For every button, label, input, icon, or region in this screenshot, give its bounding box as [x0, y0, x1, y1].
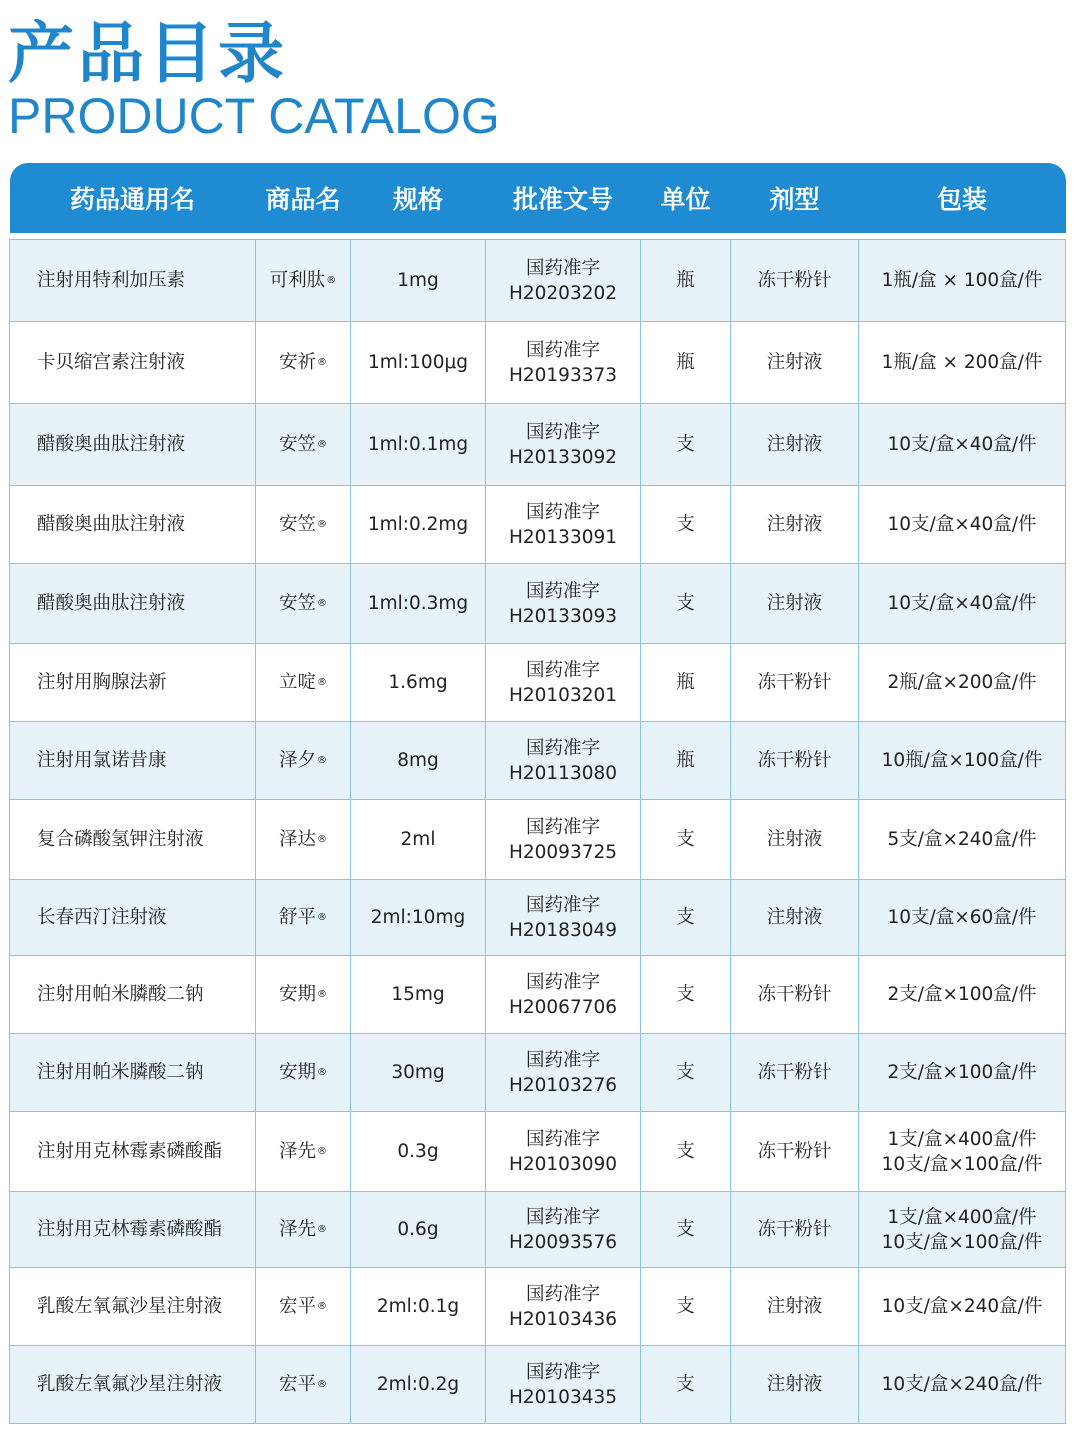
cell-dosage-form: 注射液 [731, 800, 859, 880]
brand-name-text: 安祈 [278, 352, 316, 373]
cell-generic-name: 注射用帕米膦酸二钠 [10, 956, 256, 1034]
brand-name-text: 舒平 [278, 907, 316, 928]
catalog-table-container [9, 163, 1065, 1424]
column-header-spec: 规格 [351, 163, 486, 233]
approval-prefix: 国药准字 [525, 580, 600, 602]
registered-mark: ® [317, 1379, 327, 1390]
registered-mark: ® [317, 439, 327, 450]
table-row [10, 1346, 1066, 1424]
approval-code: H20103201 [508, 684, 618, 706]
approval-code: H20203202 [508, 282, 618, 304]
brand-name-text: 泽先 [278, 1141, 316, 1162]
cell-spec: 1ml:0.1mg [351, 404, 486, 486]
approval-code: H20103090 [508, 1153, 618, 1175]
approval-prefix: 国药准字 [525, 659, 600, 681]
cell-brand-name [256, 404, 351, 486]
cell-spec: 0.6g [351, 1192, 486, 1268]
cell-dosage-form: 冻干粉针 [731, 1034, 859, 1112]
table-row [10, 644, 1066, 722]
registered-mark: ® [317, 1146, 327, 1157]
table-row [10, 1192, 1066, 1268]
cell-spec: 1.6mg [351, 644, 486, 722]
cell-packaging [859, 564, 1066, 644]
approval-code: H20193373 [508, 364, 618, 386]
approval-code: H20113080 [508, 762, 618, 784]
registered-mark: ® [317, 1301, 327, 1312]
cell-spec: 8mg [351, 722, 486, 800]
cell-packaging [859, 404, 1066, 486]
registered-mark: ® [317, 677, 327, 688]
cell-dosage-form: 注射液 [731, 1268, 859, 1346]
approval-prefix: 国药准字 [525, 971, 600, 993]
cell-unit: 支 [641, 1268, 731, 1346]
cell-approval-number [486, 486, 641, 564]
approval-code: H20183049 [508, 919, 618, 941]
cell-packaging [859, 722, 1066, 800]
cell-brand-name [256, 1346, 351, 1424]
table-body [10, 240, 1066, 1424]
cell-dosage-form: 冻干粉针 [731, 1192, 859, 1268]
approval-prefix: 国药准字 [525, 1049, 600, 1071]
cell-generic-name: 复合磷酸氢钾注射液 [10, 800, 256, 880]
brand-name-text: 安笠 [278, 434, 316, 455]
cell-brand-name [256, 486, 351, 564]
brand-name-text: 立啶 [278, 672, 316, 693]
cell-packaging [859, 800, 1066, 880]
cell-approval-number [486, 240, 641, 322]
packaging-line-1: 1瓶/盒 × 100盒/件 [881, 270, 1043, 291]
registered-mark: ® [317, 519, 327, 530]
approval-prefix: 国药准字 [525, 257, 600, 279]
cell-spec: 0.3g [351, 1112, 486, 1192]
approval-code: H20067706 [508, 996, 618, 1018]
brand-name-text: 泽先 [278, 1219, 316, 1240]
approval-code: H20103276 [508, 1074, 618, 1096]
brand-name-text: 安期 [278, 1062, 316, 1083]
product-catalog-table [9, 163, 1066, 1424]
cell-packaging [859, 1112, 1066, 1192]
cell-generic-name: 注射用克林霉素磷酸酯 [10, 1192, 256, 1268]
approval-code: H20133091 [508, 526, 618, 548]
cell-generic-name: 醋酸奥曲肽注射液 [10, 404, 256, 486]
cell-dosage-form: 注射液 [731, 404, 859, 486]
packaging-line-2: 10支/盒×100盒/件 [881, 1153, 1043, 1175]
column-header-unit: 单位 [641, 163, 731, 233]
cell-dosage-form: 冻干粉针 [731, 644, 859, 722]
packaging-line-1: 10支/盒×240盒/件 [881, 1296, 1043, 1317]
cell-generic-name: 注射用胸腺法新 [10, 644, 256, 722]
brand-name-text: 安期 [278, 984, 316, 1005]
brand-name-text: 安笠 [278, 593, 316, 614]
cell-spec: 2ml:0.1g [351, 1268, 486, 1346]
cell-generic-name: 乳酸左氧氟沙星注射液 [10, 1268, 256, 1346]
cell-approval-number [486, 322, 641, 404]
cell-approval-number [486, 404, 641, 486]
brand-name-text: 泽夕 [278, 750, 316, 771]
cell-approval-number [486, 722, 641, 800]
column-header-dosage-form: 剂型 [731, 163, 859, 233]
cell-brand-name [256, 564, 351, 644]
cell-approval-number [486, 1346, 641, 1424]
cell-spec: 2ml:10mg [351, 880, 486, 956]
table-row [10, 1112, 1066, 1192]
packaging-line-1: 1支/盒×400盒/件 [887, 1206, 1037, 1228]
packaging-line-2: 10支/盒×100盒/件 [881, 1231, 1043, 1253]
registered-mark: ® [326, 275, 337, 286]
cell-dosage-form: 注射液 [731, 880, 859, 956]
packaging-line-1: 10支/盒×40盒/件 [887, 593, 1037, 614]
cell-packaging [859, 486, 1066, 564]
registered-mark: ® [317, 834, 327, 845]
approval-prefix: 国药准字 [525, 1283, 600, 1305]
approval-prefix: 国药准字 [525, 816, 600, 838]
cell-packaging [859, 644, 1066, 722]
cell-packaging [859, 1346, 1066, 1424]
table-row [10, 564, 1066, 644]
table-row [10, 404, 1066, 486]
cell-spec: 15mg [351, 956, 486, 1034]
approval-prefix: 国药准字 [525, 737, 600, 759]
cell-dosage-form: 注射液 [731, 564, 859, 644]
registered-mark: ® [317, 989, 327, 1000]
cell-brand-name [256, 880, 351, 956]
cell-unit: 支 [641, 1034, 731, 1112]
cell-generic-name: 卡贝缩宫素注射液 [10, 322, 256, 404]
packaging-line-1: 10支/盒×60盒/件 [887, 907, 1037, 928]
cell-dosage-form: 注射液 [731, 322, 859, 404]
cell-unit: 支 [641, 956, 731, 1034]
cell-generic-name: 长春西汀注射液 [10, 880, 256, 956]
registered-mark: ® [317, 755, 327, 766]
approval-code: H20133093 [508, 605, 618, 627]
approval-code: H20103436 [508, 1308, 618, 1330]
cell-spec: 1mg [351, 240, 486, 322]
cell-brand-name [256, 1034, 351, 1112]
registered-mark: ® [317, 912, 327, 923]
cell-approval-number [486, 880, 641, 956]
cell-unit: 支 [641, 404, 731, 486]
cell-generic-name: 注射用特利加压素 [10, 240, 256, 322]
packaging-line-1: 10瓶/盒×100盒/件 [881, 750, 1043, 771]
cell-brand-name [256, 1112, 351, 1192]
cell-dosage-form: 冻干粉针 [731, 956, 859, 1034]
cell-brand-name [256, 722, 351, 800]
approval-prefix: 国药准字 [525, 421, 600, 443]
packaging-line-1: 1支/盒×400盒/件 [887, 1128, 1037, 1150]
approval-code: H20093576 [508, 1231, 618, 1253]
cell-spec: 2ml [351, 800, 486, 880]
cell-approval-number [486, 1268, 641, 1346]
cell-brand-name [256, 956, 351, 1034]
brand-name-text: 可利肽 [269, 270, 326, 291]
table-row [10, 722, 1066, 800]
registered-mark: ® [317, 598, 327, 609]
cell-approval-number [486, 644, 641, 722]
cell-spec: 2ml:0.2g [351, 1346, 486, 1424]
table-row [10, 800, 1066, 880]
cell-packaging [859, 1034, 1066, 1112]
approval-prefix: 国药准字 [525, 1361, 600, 1383]
cell-approval-number [486, 956, 641, 1034]
cell-dosage-form: 注射液 [731, 1346, 859, 1424]
page-title-cn: 产品目录 [8, 15, 288, 92]
cell-packaging [859, 1192, 1066, 1268]
cell-spec: 30mg [351, 1034, 486, 1112]
approval-prefix: 国药准字 [525, 339, 600, 361]
packaging-line-1: 2瓶/盒×200盒/件 [887, 672, 1037, 693]
cell-unit: 瓶 [641, 644, 731, 722]
cell-unit: 瓶 [641, 322, 731, 404]
packaging-line-1: 10支/盒×240盒/件 [881, 1374, 1043, 1395]
cell-brand-name [256, 1268, 351, 1346]
table-row [10, 880, 1066, 956]
cell-brand-name [256, 1192, 351, 1268]
cell-brand-name [256, 322, 351, 404]
approval-code: H20133092 [508, 446, 618, 468]
registered-mark: ® [317, 1067, 327, 1078]
cell-unit: 瓶 [641, 240, 731, 322]
brand-name-text: 宏平 [278, 1296, 316, 1317]
cell-unit: 支 [641, 1346, 731, 1424]
cell-approval-number [486, 1192, 641, 1268]
packaging-line-1: 1瓶/盒 × 200盒/件 [881, 352, 1043, 373]
cell-packaging [859, 322, 1066, 404]
approval-prefix: 国药准字 [525, 1206, 600, 1228]
approval-code: H20103435 [508, 1386, 618, 1408]
cell-generic-name: 注射用克林霉素磷酸酯 [10, 1112, 256, 1192]
registered-mark: ® [317, 1224, 327, 1235]
table-row [10, 240, 1066, 322]
packaging-line-1: 2支/盒×100盒/件 [887, 984, 1037, 1005]
column-header-generic-name: 药品通用名 [10, 163, 256, 233]
brand-name-text: 安笠 [278, 514, 316, 535]
brand-name-text: 泽达 [278, 829, 316, 850]
cell-spec: 1ml:0.3mg [351, 564, 486, 644]
packaging-line-1: 5支/盒×240盒/件 [887, 829, 1037, 850]
cell-generic-name: 注射用帕米膦酸二钠 [10, 1034, 256, 1112]
cell-unit: 支 [641, 800, 731, 880]
table-row [10, 1268, 1066, 1346]
cell-generic-name: 醋酸奥曲肽注射液 [10, 486, 256, 564]
table-row [10, 956, 1066, 1034]
brand-name-text: 宏平 [278, 1374, 316, 1395]
cell-unit: 支 [641, 564, 731, 644]
cell-generic-name: 乳酸左氧氟沙星注射液 [10, 1346, 256, 1424]
cell-unit: 支 [641, 1192, 731, 1268]
cell-spec: 1ml:100μg [351, 322, 486, 404]
packaging-line-1: 10支/盒×40盒/件 [887, 434, 1037, 455]
cell-unit: 支 [641, 880, 731, 956]
column-header-approval-number: 批准文号 [486, 163, 641, 233]
cell-packaging [859, 956, 1066, 1034]
approval-prefix: 国药准字 [525, 501, 600, 523]
approval-prefix: 国药准字 [525, 894, 600, 916]
cell-dosage-form: 冻干粉针 [731, 240, 859, 322]
cell-unit: 支 [641, 486, 731, 564]
registered-mark: ® [317, 357, 327, 368]
cell-spec: 1ml:0.2mg [351, 486, 486, 564]
approval-prefix: 国药准字 [525, 1128, 600, 1150]
table-row [10, 322, 1066, 404]
table-header-row [10, 163, 1066, 233]
column-header-brand-name: 商品名 [256, 163, 351, 233]
cell-approval-number [486, 564, 641, 644]
packaging-line-1: 2支/盒×100盒/件 [887, 1062, 1037, 1083]
cell-approval-number [486, 1034, 641, 1112]
cell-approval-number [486, 800, 641, 880]
cell-generic-name: 醋酸奥曲肽注射液 [10, 564, 256, 644]
cell-unit: 瓶 [641, 722, 731, 800]
cell-dosage-form: 冻干粉针 [731, 1112, 859, 1192]
approval-code: H20093725 [508, 841, 618, 863]
page-title-en: PRODUCT CATALOG [8, 88, 500, 144]
cell-generic-name: 注射用氯诺昔康 [10, 722, 256, 800]
cell-dosage-form: 注射液 [731, 486, 859, 564]
column-header-packaging: 包装 [859, 163, 1066, 233]
cell-packaging [859, 880, 1066, 956]
cell-unit: 支 [641, 1112, 731, 1192]
cell-brand-name [256, 240, 351, 322]
table-row [10, 486, 1066, 564]
cell-brand-name [256, 644, 351, 722]
cell-packaging [859, 1268, 1066, 1346]
cell-dosage-form: 冻干粉针 [731, 722, 859, 800]
cell-approval-number [486, 1112, 641, 1192]
cell-brand-name [256, 800, 351, 880]
cell-packaging [859, 240, 1066, 322]
table-row [10, 1034, 1066, 1112]
packaging-line-1: 10支/盒×40盒/件 [887, 514, 1037, 535]
